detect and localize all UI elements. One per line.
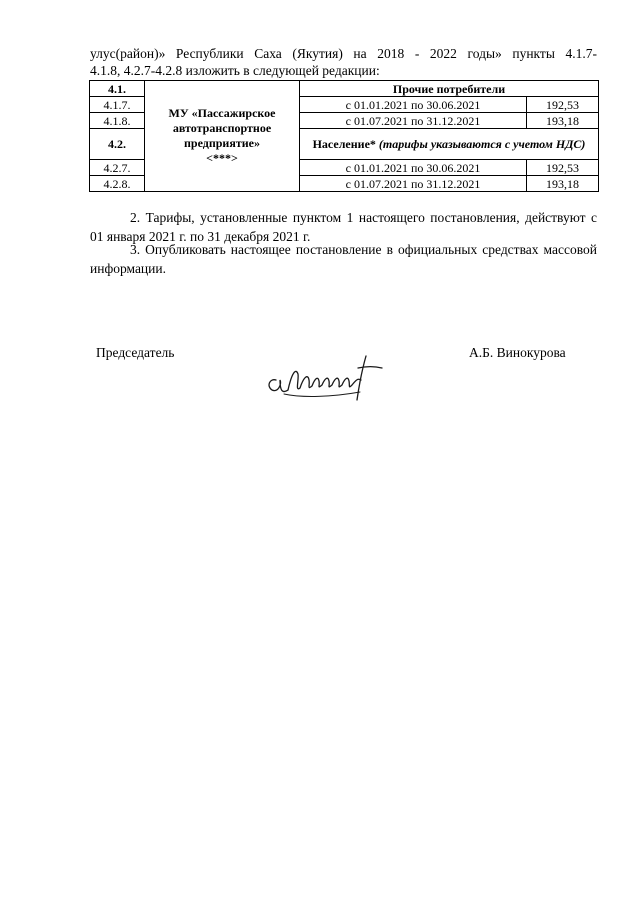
row-number: 4.1. <box>90 81 145 97</box>
vat-note: (тарифы указываются с учетом НДС) <box>378 137 586 151</box>
intro-line-2: 4.1.8, 4.2.7-4.2.8 изложить в следующей редакции: <box>90 63 380 78</box>
organization-cell <box>145 81 300 192</box>
period-cell: с 01.01.2021 по 30.06.2021 <box>300 97 527 113</box>
table-row <box>90 81 599 97</box>
intro-text <box>90 45 597 79</box>
tariff-value: 193,18 <box>527 176 599 192</box>
period-cell: с 01.01.2021 по 30.06.2021 <box>300 160 527 176</box>
tariff-table <box>89 80 599 192</box>
row-number: 4.1.7. <box>90 97 145 113</box>
period-cell: с 01.07.2021 по 31.12.2021 <box>300 176 527 192</box>
paragraph-3: 3. Опубликовать настоящее постановление в официальных средствах массовой информации. <box>90 242 597 276</box>
row-number: 4.2.8. <box>90 176 145 192</box>
handwritten-signature <box>262 350 392 405</box>
population-label: Население* <box>312 137 376 151</box>
consumer-group-heading <box>300 129 599 160</box>
organization-line: автотранспортное <box>172 121 272 135</box>
tariff-value: 192,53 <box>527 97 599 113</box>
row-number: 4.2. <box>90 129 145 160</box>
organization-line: предприятие» <box>184 136 260 150</box>
intro-line-1: улус(район)» Республики Саха (Якутия) на 2018 - 2022 годы» пункты 4.1.7- <box>90 46 597 61</box>
row-number: 4.2.7. <box>90 160 145 176</box>
period-cell: с 01.07.2021 по 31.12.2021 <box>300 113 527 129</box>
organization-line: <***> <box>206 151 238 165</box>
organization-line: МУ «Пассажирское <box>168 106 276 120</box>
row-number: 4.1.8. <box>90 113 145 129</box>
tariff-value: 193,18 <box>527 113 599 129</box>
paragraph-2: 2. Тарифы, установленные пунктом 1 настоящего постановления, действуют с 01 января 2021 г. по 31 декабря 2021 г. <box>90 210 597 244</box>
signatory-name: А.Б. Винокурова <box>469 345 566 360</box>
consumer-group-heading: Прочие потребители <box>300 81 599 97</box>
signatory-title: Председатель <box>96 345 175 360</box>
tariff-value: 192,53 <box>527 160 599 176</box>
